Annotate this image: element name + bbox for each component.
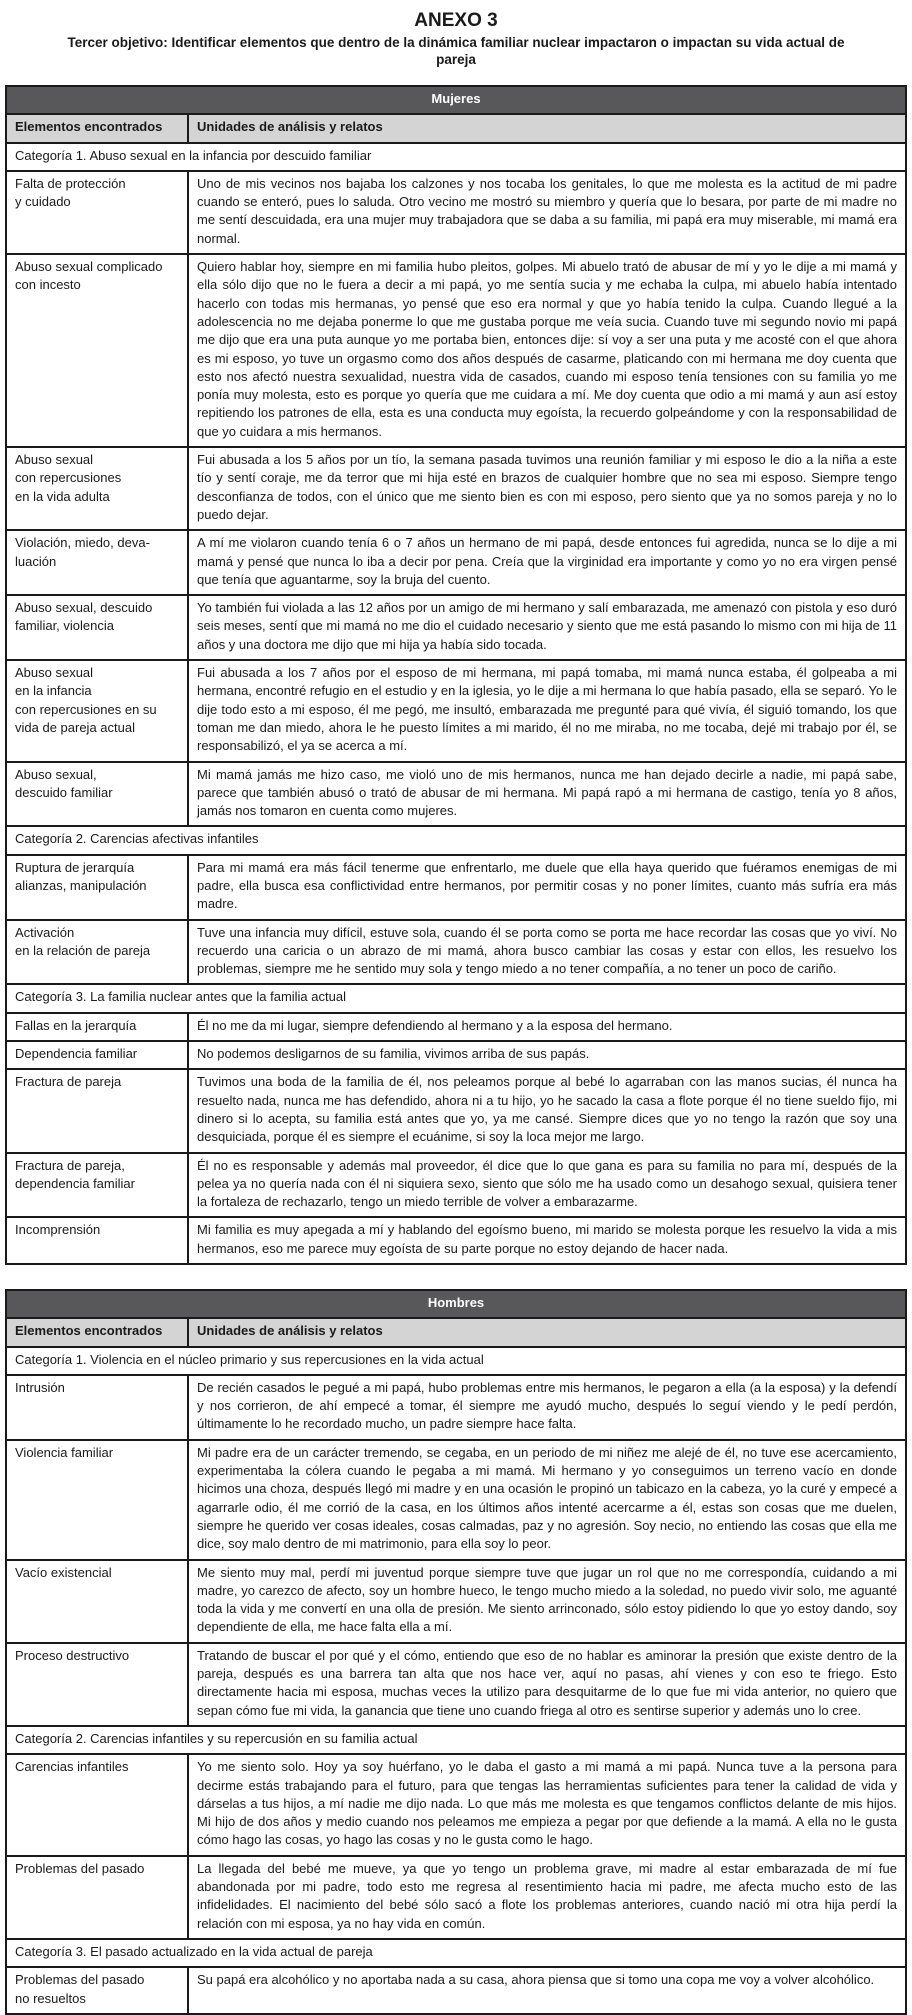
narrative-cell: Quiero hablar hoy, siempre en mi familia hubo pleitos, golpes. Mi abuelo trató de abusar de mí y yo le dije a mi mamá y ella sólo dijo que no le fuera a decir a mi papá, yo me sentía sucia y me echaba la culpa, mi abuelo había intentado hacerlo con todas mis hermanas, yo pensé que eso era normal y que yo había tenido la culpa. Cuando llegué a la adolescencia no me dejaba ponerme lo que me gustaba porque me veía sucia. Cuando tuve mi segundo novio mi papá me dijo que era una puta aunque yo me portaba bien, entonces dije: sí voy a ser una puta y me acosté con el que ahora es mi esposo, yo tuve un orgasmo como dos años después de casarme, platicando con mi hermana me doy cuenta que esto nos afectó nuestra sexualidad, nuestra vida de casados, cuando mi esposo tenía tensiones con su familia yo me ponía muy molesta, esto es porque yo quería que me cuidara a mí. Me doy cuenta que odio a mi mamá y aun así estoy repitiendo los patrones de ella, esta es una conducta muy egoísta, la recuerdo golpeándome y con la responsabilidad de que yo cuidara a mis hermanos. [188, 254, 906, 447]
narrative-cell: Fui abusada a los 7 años por el esposo de mi hermana, mi papá tomaba, mi mamá nunca estaba, él golpeaba a mi hermana, encontré refugio en el estudio y en la iglesia, yo le dije a mi hermana lo que había pasado, ella se separó. Yo le dije todo esto a mi esposo, él me pegó, me insultó, embarazada me pregunté para qué vivía, él siguió tomando, los que toman me dan miedo, ahora le he puesto límites a mi marido, él no me miraba, no me tocaba, dejé mi trabajo por él, se responsabilizó, el ya se acerca a mí. [188, 660, 906, 761]
table-row [6, 1754, 906, 1855]
column-header-elements: Elementos encontrados [6, 114, 188, 142]
narrative-cell: Mi padre era de un carácter tremendo, se cegaba, en un periodo de mi niñez me alejé de él, no tuve ese acercamiento, experimentaba la cólera cuando le pegaba a mi mamá. Mi hermano y yo conseguimos un terreno vacío en donde hicimos una choza, después llegó mi madre y en una ocasión le propinó un tabicazo en la cabeza, yo la curé y empecé a agarrarle odio, él me corrió de la casa, en los últimos años intenté acercarme a él, estas son cosas que me duelen, siempre he querido ver cosas ideales, cosas calmadas, paz y no agresión. Soy necio, no entiendo las cosas que ella me dice, soy malo dentro de mi matrimonio, para ella soy lo peor. [188, 1440, 906, 1560]
narrative-cell: Tuve una infancia muy difícil, estuve sola, cuando él se porta como se porta me hace recordar las cosas que yo viví. No recuerdo una caricia o un abrazo de mi mamá, ahora busco cambiar las cosas y estar con ellos, les resuelvo los problemas, siempre me he sentido muy sola y tengo miedo a no tener compañía, a no tener un poco de cariño. [188, 920, 906, 985]
element-cell: Abuso sexual en la infancia con repercusiones en su vida de pareja actual [6, 660, 188, 761]
table-row [6, 1217, 906, 1264]
category-label: Categoría 1. Abuso sexual en la infancia por descuido familiar [6, 143, 906, 171]
category-label: Categoría 3. La familia nuclear antes que la familia actual [6, 984, 906, 1012]
element-cell: Dependencia familiar [6, 1041, 188, 1069]
category-label: Categoría 1. Violencia en el núcleo primario y sus repercusiones en la vida actual [6, 1347, 906, 1375]
narrative-cell: Mi mamá jamás me hizo caso, me violó uno de mis hermanos, nunca me han dejado decirle a nadie, mi papá sabe, parece que también abusó o trató de abusar de mi hermana. Mi papá rapó a mi hermana de castigo, tenía yo 8 años, jamás nos tomaron en cuenta como mujeres. [188, 762, 906, 827]
table-row [6, 1013, 906, 1041]
column-header-elements: Elementos encontrados [6, 1318, 188, 1346]
annex-title: ANEXO 3 [414, 10, 498, 31]
narrative-cell: Yo también fui violada a las 12 años por un amigo de mi hermano y salí embarazada, me amenazó con pistola y eso duró seis meses, sentí que mi mamá no me dio el cuidado necesario y siento que me está pasando lo mismo con mi hija de 11 años y una doctora me dijo que mi hija ya había sido tocada. [188, 595, 906, 660]
category-row [6, 1939, 906, 1967]
table-row [6, 660, 906, 761]
table-row [6, 1041, 906, 1069]
element-cell: Abuso sexual con repercusiones en la vida adulta [6, 447, 188, 530]
element-cell: Incomprensión [6, 1217, 188, 1264]
element-cell: Activación en la relación de pareja [6, 920, 188, 985]
category-label: Categoría 3. El pasado actualizado en la vida actual de pareja [6, 1939, 906, 1967]
table-row [6, 530, 906, 595]
element-cell: Falta de protección y cuidado [6, 171, 188, 254]
category-row [6, 1726, 906, 1754]
element-cell: Problemas del pasado [6, 1856, 188, 1939]
column-header-row [6, 1318, 906, 1346]
element-cell: Violencia familiar [6, 1440, 188, 1560]
table-row [6, 855, 906, 920]
table-row [6, 1967, 906, 2014]
narrative-cell: Su papá era alcohólico y no aportaba nada a su casa, ahora piensa que si tomo una copa me voy a volver alcohólico. [188, 1967, 906, 2014]
element-cell: Fractura de pareja, dependencia familiar [6, 1153, 188, 1218]
column-header-row [6, 114, 906, 142]
narrative-cell: Me siento muy mal, perdí mi juventud porque siempre tuve que jugar un rol que no me correspondía, cuidando a mi madre, yo carezco de afecto, soy un hombre hueco, le tengo mucho miedo a la soledad, no puedo vivir solo, me aguanté toda la vida y me convertí en una olla de presión. Me siento arrinconado, sólo estoy pidiendo lo que yo estoy dando, soy dependiente de ella, me hace falta ella a mí. [188, 1560, 906, 1643]
element-cell: Violación, miedo, deva- luación [6, 530, 188, 595]
narrative-cell: Uno de mis vecinos nos bajaba los calzones y nos tocaba los genitales, lo que me molesta es la actitud de mi padre cuando se enteró, pues lo saluda. Otro vecino me mostró su miembro y quería que lo besara, por parte de mi madre no me sentí descuidada, era una mujer muy trabajadora que se daba a su familia, mi papá era muy miserable, mi mamá era normal. [188, 171, 906, 254]
narrative-cell: Tuvimos una boda de la familia de él, nos peleamos porque al bebé lo agarraban con las manos sucias, él nunca ha resuelto nada, nunca me has defendido, ahora ni a tu hijo, yo he sacado la casa a flote porque él no tiene sueldo fijo, mi dinero si lo acepta, su familia está antes que yo, ya me cansé. Siempre dices que yo no tengo la razón que soy una desquiciada, porque él es siempre el ecuánime, si soy la loca mejor me largo. [188, 1069, 906, 1152]
table-row [6, 1856, 906, 1939]
narrative-cell: A mí me violaron cuando tenía 6 o 7 años un hermano de mi papá, desde entonces fui agredida, nunca se lo dije a mi mamá y pensé que nunca lo iba a decir por pena. Creía que la virginidad era importante y como yo no era virgen pensé que tenía que aguantarme, soy la bruja del cuento. [188, 530, 906, 595]
category-label: Categoría 2. Carencias infantiles y su repercusión en su familia actual [6, 1726, 906, 1754]
table-row [6, 254, 906, 447]
narrative-cell: La llegada del bebé me mueve, ya que yo tengo un problema grave, mi madre al estar embarazada de mí fue abandonada por mi padre, todo esto me regresa al resentimiento hacia mi padre, me afecta mucho esto de las infidelidades. El nacimiento del bebé sólo sacó a flote los problemas anteriores, cuando nació mi otra hija perdí la relación con mi esposa, ya no hay vida en común. [188, 1856, 906, 1939]
group-header-row [6, 1290, 906, 1318]
narrative-cell: Él no es responsable y además mal proveedor, él dice que lo que gana es para su familia no para mí, después de la pelea ya no quería nada con él ni siquiera sexo, siento que sólo me ha usado como un desahogo sexual, quisiera tener la fortaleza de rechazarlo, tengo un miedo terrible de volver a embarazarme. [188, 1153, 906, 1218]
narrative-cell: Yo me siento solo. Hoy ya soy huérfano, yo le daba el gasto a mi mamá a mi papá. Nunca tuve a la persona para decirme estás trabajando para el futuro, para que tengas las herramientas suficientes para tener la calidad de vida y dárselas a tus hijos, a mí nadie me dijo nada. Lo que más me molesta es que tengamos conflictos delante de mis hijos. Mi hijo de dos años y medio cuando nos peleamos me empieza a pegar por que defiende a la mamá. A ella no le gusta cómo hago las cosas, yo hago las cosas y no le gusta como le hago. [188, 1754, 906, 1855]
element-cell: Fractura de pareja [6, 1069, 188, 1152]
group-header-row [6, 86, 906, 114]
category-row [6, 984, 906, 1012]
element-cell: Ruptura de jerarquía alianzas, manipulación [6, 855, 188, 920]
category-row [6, 143, 906, 171]
narrative-cell: Fui abusada a los 5 años por un tío, la semana pasada tuvimos una reunión familiar y mi esposo le dio a la niña a este tío y sentí coraje, me da terror que mi hija esté en brazos de cualquier hombre que no sea mi esposo. Siempre tengo desconfianza de todos, con el único que me siento bien es con mi esposo, pero siento que ya no somos pareja y no lo puedo dejar. [188, 447, 906, 530]
element-cell: Fallas en la jerarquía [6, 1013, 188, 1041]
table-row [6, 1153, 906, 1218]
element-cell: Abuso sexual, descuido familiar, violencia [6, 595, 188, 660]
table-row [6, 1643, 906, 1726]
table-row [6, 447, 906, 530]
table-mujeres [5, 85, 907, 1265]
column-header-units: Unidades de análisis y relatos [188, 114, 906, 142]
element-cell: Intrusión [6, 1375, 188, 1440]
table-row [6, 171, 906, 254]
group-header: Hombres [6, 1290, 906, 1318]
table-row [6, 1560, 906, 1643]
narrative-cell: De recién casados le pegué a mi papá, hubo problemas entre mis hermanos, le pegaron a ella (a la esposa) y la defendí y nos corrieron, de ahí empecé a tomar, él siempre me ayudó mucho, después lo seguí viendo y le pedí perdón, últimamente lo he recordado mucho, un padre siempre hace falta. [188, 1375, 906, 1440]
narrative-cell: No podemos desligarnos de su familia, vivimos arriba de sus papás. [188, 1041, 906, 1069]
table-row [6, 920, 906, 985]
table-row [6, 1440, 906, 1560]
element-cell: Abuso sexual, descuido familiar [6, 762, 188, 827]
table-row [6, 1069, 906, 1152]
element-cell: Vacío existencial [6, 1560, 188, 1643]
column-header-units: Unidades de análisis y relatos [188, 1318, 906, 1346]
category-row [6, 826, 906, 854]
table-row [6, 1375, 906, 1440]
annex-subtitle: Tercer objetivo: Identificar elementos que dentro de la dinámica familiar nuclear impactaron o impactan su vida actual de pareja [67, 35, 845, 67]
table-row [6, 595, 906, 660]
element-cell: Abuso sexual complicado con incesto [6, 254, 188, 447]
narrative-cell: Mi familia es muy apegada a mí y hablando del egoísmo bueno, mi marido se molesta porque les resuelvo la vida a mis hermanos, eso me parece muy egoísta de su parte porque no estoy dejando de hacer nada. [188, 1217, 906, 1264]
category-row [6, 1347, 906, 1375]
narrative-cell: Él no me da mi lugar, siempre defendiendo al hermano y a la esposa del hermano. [188, 1013, 906, 1041]
element-cell: Carencias infantiles [6, 1754, 188, 1855]
category-label: Categoría 2. Carencias afectivas infantiles [6, 826, 906, 854]
group-header: Mujeres [6, 86, 906, 114]
element-cell: Problemas del pasado no resueltos [6, 1967, 188, 2014]
element-cell: Proceso destructivo [6, 1643, 188, 1726]
narrative-cell: Tratando de buscar el por qué y el cómo, entiendo que eso de no hablar es aminorar la presión que existe dentro de la pareja, después es una barrera tan alta que nos hace ver, aquí no pasas, ahí vienes y con eso te friego. Esto directamente hacia mi esposa, muchas veces la utilizo para desquitarme de lo que fue mi vida anterior, no quiero que sepan cómo fue mi vida, la ganancia que tiene uno cuando friega al otro es sentirse superior y además uno lo cree. [188, 1643, 906, 1726]
table-hombres [5, 1289, 907, 2015]
table-row [6, 762, 906, 827]
narrative-cell: Para mi mamá era más fácil tenerme que enfrentarlo, me duele que ella haya querido que fuéramos enemigas de mi padre, ella busca esa conflictividad entre hermanos, por permitir cosas y no poner límites, cuanto más sufría era más madre. [188, 855, 906, 920]
